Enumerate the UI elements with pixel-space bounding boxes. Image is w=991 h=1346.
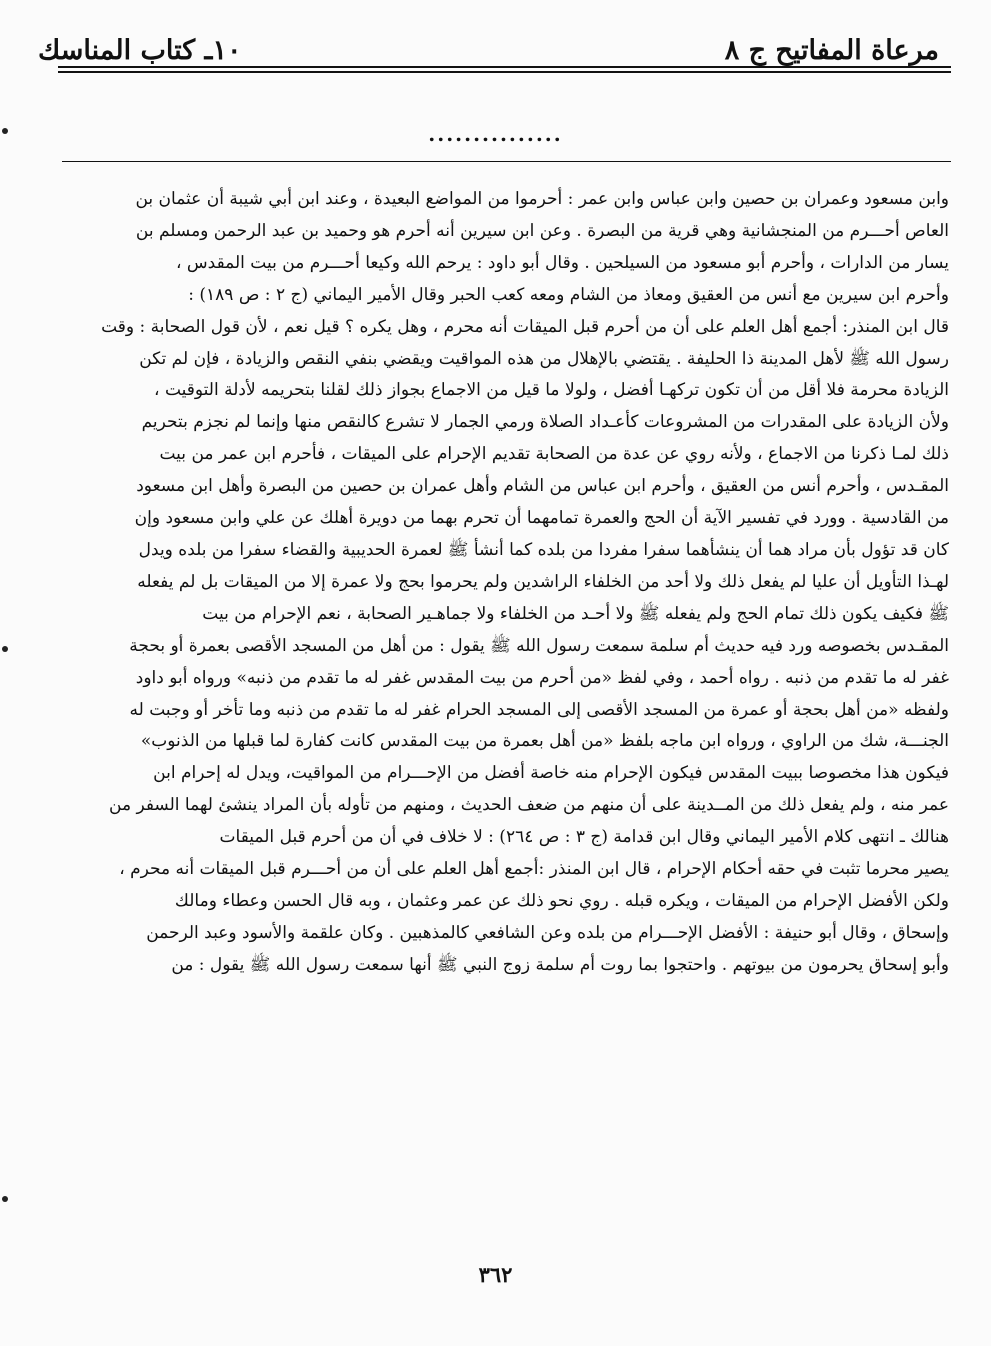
section-title: ١٠ـ كتاب المناسك [38, 35, 242, 66]
text-line: رسول الله ﷺ لأهل المدينة ذا الحليفة . يقتضي بالإهلال من هذه المواقيت ويقضي بنفي النقص والزيادة ، فإن لم تكن [139, 348, 949, 369]
text-line: كان قد تؤول بأن مراد هما أن ينشأهما سفرا مفردا من بلده كما أنشأ ﷺ لعمرة الحديبية والقضاء سفرا من بلده ويدل [138, 539, 949, 560]
running-header [38, 22, 939, 66]
text-line: ولفظه «من أهل بحجة أو عمرة من المسجد الأقصى إلى المسجد الحرام غفر له ما تقدم من ذنبه وما تأخر أو وجبت له [129, 699, 949, 720]
text-line: وأحرم ابن سيرين مع أنس من العقيق ومعاذ من الشام ومعه كعب الحبر وقال الأمير اليماني (ج ٢ : ص ١٨٩) : [188, 284, 949, 305]
text-line: هنالك ـ انتهى كلام الأمير اليماني وقال ابن قدامة (ج ٣ : ص ٢٦٤) : لا خلاف في أن من أحرم قبل الميقات [219, 827, 949, 848]
header-rule-bottom [58, 71, 951, 73]
header-rule-top [58, 66, 951, 68]
text-line: ذلك لمـا ذكرنا من الاجماع ، ولأنه روي عن عدة من الصحابة تقديم الإحرام على الميقات ، فأحرم ابن عمر من بيت [159, 444, 949, 465]
text-line: الجنـــة، شك من الراوي ، ورواه ابن ماجه بلفظ «من أهل بعمرة من بيت المقدس كانت كفارة لما قبلها من الذنوب» [140, 731, 949, 752]
margin-dot [2, 1196, 8, 1202]
text-line: يسار من الدارات ، وأحرم أبو مسعود من السيلحين . وقال أبو داود : يرحم الله وكيعا أحـــرم من بيت المقدس ، [176, 252, 949, 273]
page-number: ٣٦٢ [478, 1262, 513, 1287]
text-line: وابن مسعود وعمران بن حصين وابن عباس وابن عمر : أحرموا من المواضع البعيدة ، وعند ابن أبي شيبة أن عثمان بن [135, 189, 949, 209]
margin-dot [2, 128, 8, 134]
text-line: الزيادة محرمة فلا أقل من أن تكون تركهـا أفضل ، ولولا ما قيل من الاجماع بجواز ذلك لقلنا بتحريمه لأدلة التوقيت ، [154, 380, 949, 401]
text-line: ولكن الأفضل الإحرام من الميقات ، ويكره قبله . روي نحو ذلك عن عمر وعثمان ، وبه قال الحسن وعطاء ومالك [174, 890, 949, 911]
text-line: ﷺ فكيف يكون ذلك تمام الحج ولم يفعله ﷺ ولا أحـد من الخلفاء ولا جماهـير الصحابة ، نعم الإحرام من بيت [202, 603, 949, 624]
text-line: فيكون هذا مخصوصا ببيت المقدس فيكون الإحرام منه خاصة أفضل من الإحـــرام من المواقيت، ويدل له إحرام ابن [153, 763, 949, 784]
text-line: من القادسية . وورد في تفسير الآية أن الحج والعمرة تمامهما أن تحرم بهما من دويرة أهلك عن علي وابن مسعود وإن [134, 508, 949, 529]
text-line: وأبو إسحاق يحرمون من بيوتهم . واحتجوا بما روت أم سلمة زوج النبي ﷺ أنها سمعت رسول الله ﷺ يقول : من [171, 954, 949, 975]
text-line: غفر له ما تقدم من ذنبه . رواه أحمد ، وفي لفظ «من أحرم من بيت المقدس غفر له ما تقدم من ذنبه» ورواه أبو داود [135, 667, 949, 688]
text-line: المقـدس بخصوصه ورد فيه حديث أم سلمة سمعت رسول الله ﷺ يقول : من أهل من المسجد الأقصى بعمرة أو بحجة [129, 635, 949, 656]
book-title: مرعاة المفاتيح ج ٨ [724, 35, 939, 66]
text-line: عمر منه ، ولم يفعل ذلك من المــدينة على أن منهم من ضعف الحديث ، ومنهم من تأوله بأن المراد ينشئ لهما السفر من [109, 795, 949, 816]
body-text [46, 184, 949, 982]
text-line: يصير محرما تثبت في حقه أحكام الإحرام ، قال ابن المنذر :أجمع أهل العلم على أن من أحـــرم قبل الميقات أنه محرم ، [119, 859, 949, 880]
text-rule [62, 161, 951, 162]
text-line: العاص أحـــرم من المنجشانية وهي قرية من البصرة . وعن ابن سيرين أنه أحرم هو وحميد بن عبد الرحمن ومسلم بن [135, 220, 949, 241]
text-line: ولأن الزيادة على المقدرات من المشروعات كأعـداد الصلاة ورمي الجمار لا تشرع كالنقص منها وإنما لم نجزم بتحريم [141, 412, 949, 433]
text-line: قال ابن المنذر: أجمع أهل العلم على أن من أحرم قبل الميقات أنه محرم ، وهل يكره ؟ قيل نعم ، لأن قول الصحابة : وقت [101, 316, 949, 337]
text-line: وإسحاق ، وقال أبو حنيفة : الأفضل الإحـــرام من بلده وعن الشافعي كالمذهبين . وكان علقمة والأسود وعبد الرحمن [146, 922, 949, 943]
text-line: لهـذا التأويل أن عليا لم يفعل ذلك ولا أحد من الخلفاء الراشدين ولم يحرموا بحج ولا عمرة إلا من الميقات بل لم يفعله [137, 571, 949, 592]
text-line: المقـدس ، وأحرم أنس من العقيق ، وأحرم ابن عباس من الشام وأهل عمران بن حصين من البصرة وأهل ابن مسعود [136, 476, 949, 497]
section-separator: ............... [428, 122, 563, 146]
margin-dot [2, 646, 8, 652]
